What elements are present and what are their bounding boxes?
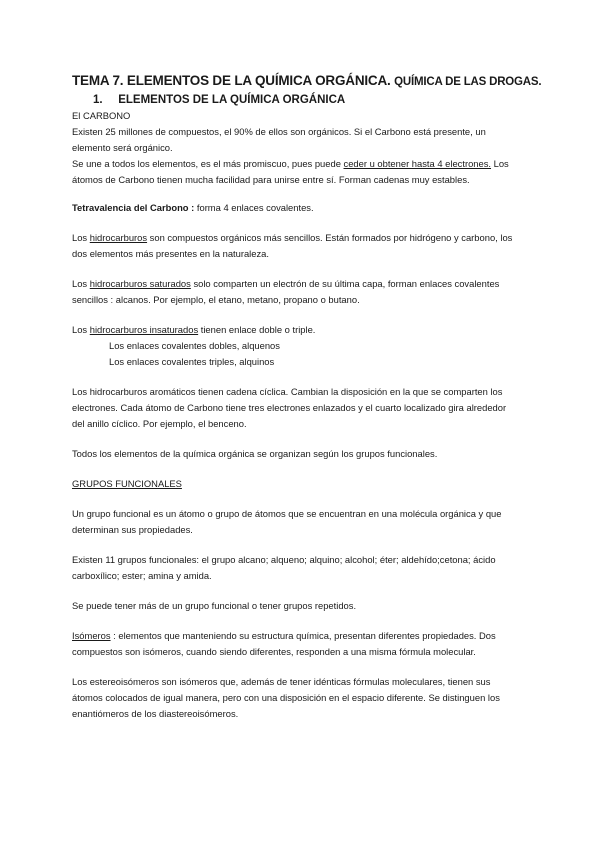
tetravalencia-term: Tetravalencia del Carbono : [72,202,195,213]
electrones-underline: ceder u obtener hasta 4 electrones. [343,158,492,169]
insaturados-term: hidrocarburos insaturados [89,324,199,335]
repetidos-paragraph: Se puede tener más de un grupo funcional o tener grupos repetidos. [72,600,357,611]
saturados-paragraph: Los hidrocarburos saturados solo comparten un electrón de su última capa, forman enlaces covalentes sencillos : alcanos. Por ejemplo, el etano, metano, propano o butano. [72,278,500,305]
section-number: 1. [93,94,103,106]
section-title: ELEMENTOS DE LA QUÍMICA ORGÁNICA [118,94,346,106]
carbono-line-3: Se une a todos los elementos, es el más promiscuo, pues puede ceder u obtener hasta 4 electrones. Los [72,158,509,169]
grupos-funcionales-heading: GRUPOS FUNCIONALES [72,478,182,489]
isomeros-paragraph: Isómeros : elementos que manteniendo su estructura química, presentan diferentes propiedades. Dos compuestos son isómeros, cuando siendo diferentes, responden a una misma fórmula molecular. [72,630,496,657]
aromaticos-paragraph: Los hidrocarburos aromáticos tienen cadena cíclica. Cambian la disposición en la que se comparten los electrones. Cada átomo de Carbono tiene tres electrones enlazados y el cuarto localizado gira alrededor del anillo cíclico. Por ejemplo, el benceno. [72,386,507,429]
tetravalencia-text: forma 4 enlaces covalentes. [194,202,314,213]
alquinos-line: Los enlaces covalentes triples, alquinos [109,356,275,367]
carbono-paragraph [72,108,526,188]
hidrocarburos-term: hidrocarburos [89,232,148,243]
saturados-term: hidrocarburos saturados [89,278,191,289]
page-title [72,73,542,88]
hidrocarburos-paragraph: Los hidrocarburos son compuestos orgánicos más sencillos. Están formados por hidrógeno y carbono, los dos elementos más presentes en la naturaleza. [72,232,513,259]
section-heading [93,94,345,106]
insaturados-paragraph: Los hidrocarburos insaturados tienen enlace doble o triple. Los enlaces covalentes dobles, alquenos Los enlaces covalentes triples, alquinos [72,322,526,370]
carbono-line-1: Existen 25 millones de compuestos, el 90% de ellos son orgánicos. Si el Carbono está presente, un [72,126,486,137]
carbono-line-4: átomos de Carbono tienen mucha facilidad para unirse entre sí. Forman cadenas muy estables. [72,174,470,185]
isomeros-term: Isómeros [72,630,111,641]
tetravalencia-paragraph [72,200,526,216]
title-main: TEMA 7. ELEMENTOS DE LA QUÍMICA ORGÁNICA. [72,73,391,88]
carbono-heading: El CARBONO [72,110,131,121]
estereoisomeros-paragraph: Los estereoisómeros son isómeros que, además de tener idénticas fórmulas moleculares, tienen sus átomos colocados de igual manera, pero con una disposición en el espacio diferente. Se distinguen los enantiómeros de los diastereoisómeros. [72,676,500,719]
title-sub: QUÍMICA DE LAS DROGAS. [394,76,542,88]
todos-paragraph: Todos los elementos de la química orgánica se organizan según los grupos funcionales. [72,448,438,459]
carbono-line-2: elemento será orgánico. [72,142,173,153]
alquenos-line: Los enlaces covalentes dobles, alquenos [109,340,280,351]
grupo-definicion-paragraph: Un grupo funcional es un átomo o grupo de átomos que se encuentran en una molécula orgánica y que determinan sus propiedades. [72,508,502,535]
existen-paragraph: Existen 11 grupos funcionales: el grupo alcano; alqueno; alquino; alcohol; éter; aldehído;cetona; ácido carboxílico; ester; amina y amida. [72,554,496,581]
